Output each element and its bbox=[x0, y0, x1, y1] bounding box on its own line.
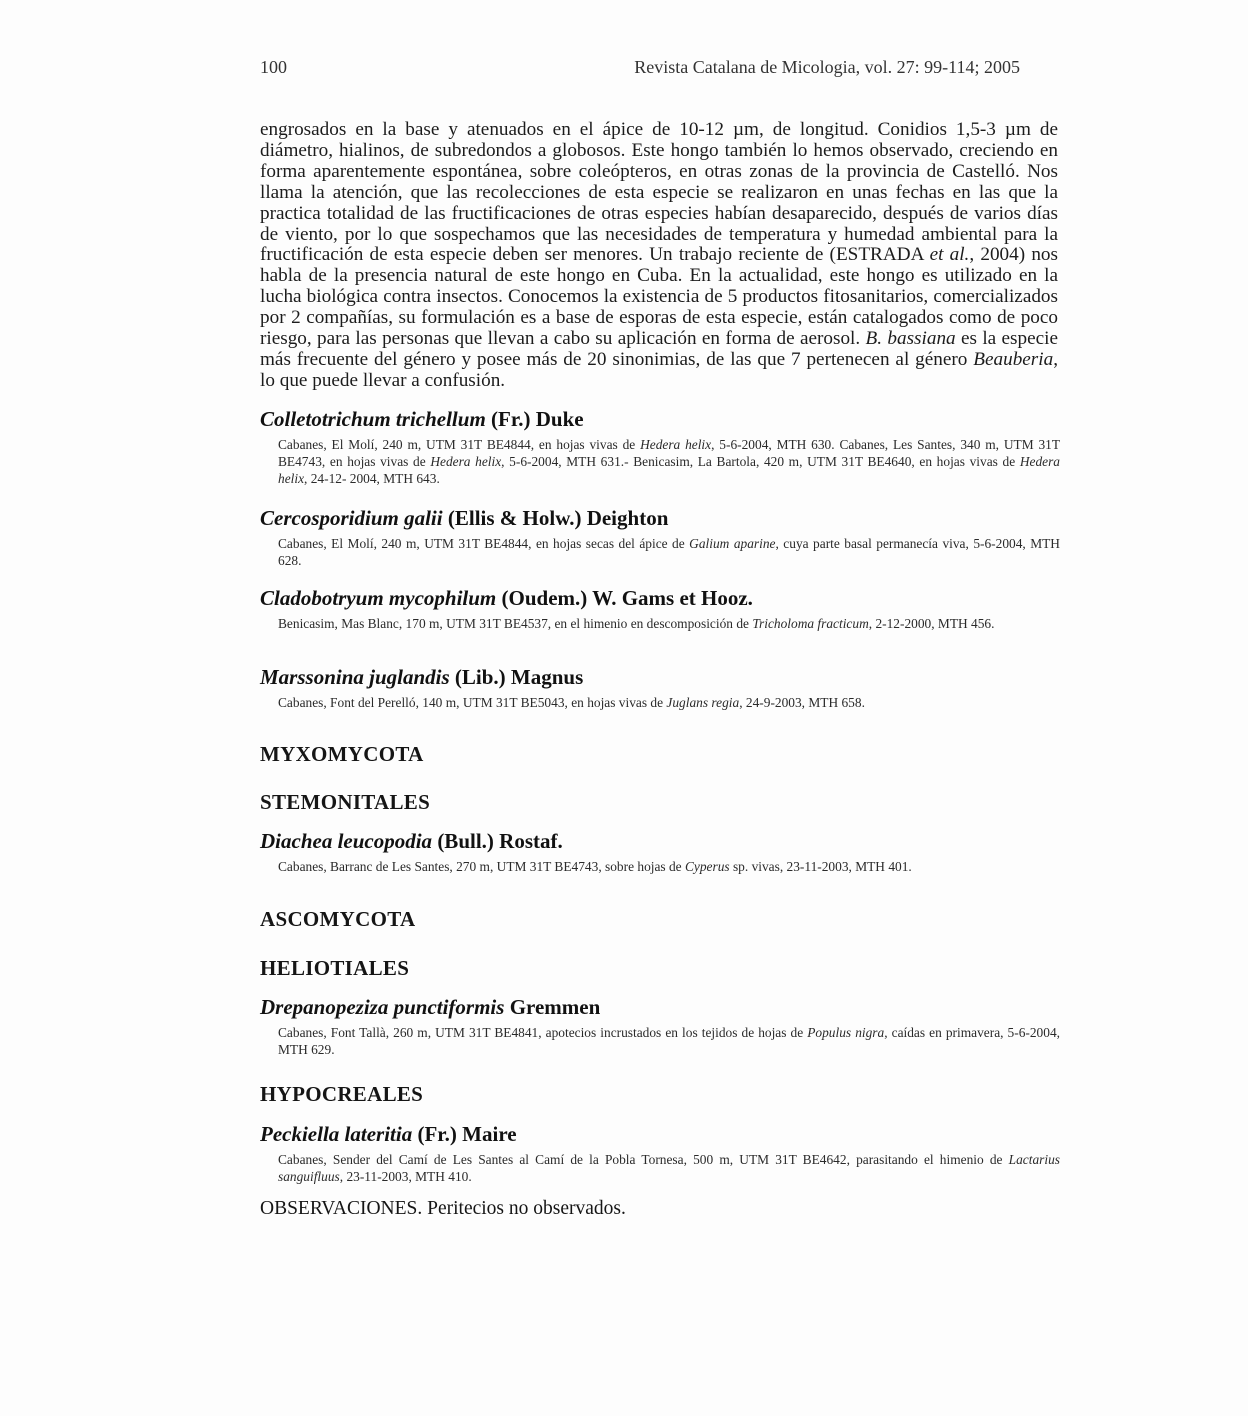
species-authority: (Lib.) Magnus bbox=[449, 665, 584, 689]
intro-text-2: , 2004) nos habla de la presencia natural de este hongo en Cuba. En la actualidad, este hongo es utilizado en la lucha biológica contra insectos. Conocemos la existencia de 5 productos fitosanitarios, comercializados por 2 compañías, su formulación es a base de esporas de esta especie, están catalogados como de poco riesgo, para las personas que llevan a cabo su aplicación en forma de aerosol. bbox=[260, 244, 1058, 350]
section-heading-stemonitales: STEMONITALES bbox=[260, 790, 431, 814]
intro-text-3: es la especie más frecuente del género y posee más de 20 sinonimias, de las que 7 pertenecen al género bbox=[260, 328, 1058, 370]
record-text: , caídas en primavera, 5-6-2004, MTH 629. bbox=[278, 1025, 1060, 1057]
record-text: Cabanes, El Molí, 240 m, UTM 31T BE4844, en hojas secas del ápice de bbox=[278, 536, 690, 551]
species-name: Diachea leucopodia bbox=[260, 829, 433, 853]
species-heading bbox=[260, 585, 1060, 611]
collection-record bbox=[278, 858, 1060, 875]
species-entry-peckiella bbox=[260, 1121, 1060, 1185]
intro-italic-etal: et al. bbox=[929, 244, 970, 266]
species-entry-diachea bbox=[260, 828, 1060, 875]
host-name: Cyperus bbox=[684, 859, 730, 874]
host-name: Populus nigra bbox=[807, 1025, 885, 1040]
record-text: , 5-6-2004, MTH 630. Cabanes, Les Santes, 340 m, UTM 31T BE4743, en hojas vivas de bbox=[278, 437, 1061, 469]
collection-record bbox=[278, 1024, 1060, 1058]
species-heading bbox=[260, 994, 1060, 1020]
record-text: , 5-6-2004, MTH 631.- Benicasim, La Bartola, 420 m, UTM 31T BE4640, en hojas vivas de bbox=[501, 454, 1020, 469]
record-text: Cabanes, El Molí, 240 m, UTM 31T BE4844, en hojas vivas de bbox=[278, 437, 641, 452]
record-text: Cabanes, Sender del Camí de Les Santes al Camí de la Pobla Tornesa, 500 m, UTM 31T BE4642, parasitando el himenio de bbox=[278, 1152, 1009, 1167]
intro-paragraph bbox=[260, 120, 1058, 392]
record-text: , 23-11-2003, MTH 410. bbox=[339, 1169, 472, 1184]
section-heading-heliotiales: HELIOTIALES bbox=[260, 956, 410, 980]
record-text: , 24-12- 2004, MTH 643. bbox=[304, 471, 440, 486]
collection-record bbox=[278, 436, 1060, 487]
species-entry-colletotrichum bbox=[260, 406, 1060, 487]
species-entry-cladobotryum bbox=[260, 585, 1060, 632]
species-name: Peckiella lateritia bbox=[260, 1122, 413, 1146]
record-text: Cabanes, Font del Perelló, 140 m, UTM 31T BE5043, en hojas vivas de bbox=[278, 695, 667, 710]
species-name: Marssonina juglandis bbox=[260, 665, 450, 689]
collection-record bbox=[278, 1151, 1060, 1185]
record-text: , 24-9-2003, MTH 658. bbox=[739, 695, 865, 710]
section-heading-myxomycota: MYXOMYCOTA bbox=[260, 742, 424, 766]
record-text: , 2-12-2000, MTH 456. bbox=[868, 616, 995, 631]
record-text: Cabanes, Barranc de Les Santes, 270 m, UTM 31T BE4743, sobre hojas de bbox=[278, 859, 685, 874]
journal-citation: Revista Catalana de Micologia, vol. 27: 99-114; 2005 bbox=[634, 57, 1020, 77]
species-authority: Gremmen bbox=[504, 995, 601, 1019]
species-authority: (Bull.) Rostaf. bbox=[432, 829, 563, 853]
record-text: sp. vivas, 23-11-2003, MTH 401. bbox=[729, 859, 912, 874]
collection-record bbox=[278, 535, 1060, 569]
species-heading bbox=[260, 406, 1060, 432]
species-name: Colletotrichum trichellum bbox=[260, 407, 486, 431]
host-name: Hedera helix bbox=[430, 454, 502, 469]
species-heading bbox=[260, 505, 1060, 531]
species-entry-drepanopeziza bbox=[260, 994, 1060, 1058]
intro-italic-genus: Beauberia bbox=[973, 348, 1054, 370]
species-authority: (Fr.) Duke bbox=[485, 407, 584, 431]
intro-text-4: , lo que puede llevar a confusión. bbox=[260, 348, 1058, 391]
intro-text-1: engrosados en la base y atenuados en el ápice de 10-12 µm, de longitud. Conidios 1,5-3 µm de diámetro, hialinos, de subredondos a globosos. Este hongo también lo hemos observado, creciendo en forma aparentemente espontánea, sobre coleópteros, en otras zonas de la provincia de Castelló. Nos llama la atención, que las recolecciones de esta especie se realizaron en unas fechas en las que la practica totalidad de las fructificaciones de otras especies habían desaparecido, después de varios días de viento, por lo que sospechamos que las necesidades de temperatura y humedad ambiental para la fructificación de esta especie deben ser menores. Un trabajo reciente de (ESTRADA bbox=[260, 119, 1058, 266]
record-text: , cuya parte basal permanecía viva, 5-6-2004, MTH 628. bbox=[278, 536, 1060, 568]
host-name: Hedera helix bbox=[278, 454, 1060, 486]
record-text: Benicasim, Mas Blanc, 170 m, UTM 31T BE4537, en el himenio en descomposición de bbox=[278, 616, 753, 631]
species-authority: (Fr.) Maire bbox=[412, 1122, 517, 1146]
observations-note: OBSERVACIONES. Peritecios no observados. bbox=[260, 1198, 626, 1219]
host-name: Hedera helix bbox=[640, 437, 712, 452]
species-entry-marssonina bbox=[260, 664, 1060, 711]
record-text: Cabanes, Font Tallà, 260 m, UTM 31T BE4841, apotecios incrustados en los tejidos de hojas de bbox=[278, 1025, 808, 1040]
section-heading-ascomycota: ASCOMYCOTA bbox=[260, 907, 416, 931]
host-name: Tricholoma fracticum bbox=[752, 616, 869, 631]
species-heading bbox=[260, 664, 1060, 690]
page-number: 100 bbox=[260, 57, 287, 77]
species-name: Drepanopeziza punctiformis bbox=[260, 995, 505, 1019]
host-name: Lactarius sanguifluus bbox=[278, 1152, 1060, 1184]
collection-record bbox=[278, 615, 1060, 632]
species-heading bbox=[260, 1121, 1060, 1147]
species-authority: (Ellis & Holw.) Deighton bbox=[442, 506, 669, 530]
species-name: Cercosporidium galii bbox=[260, 506, 443, 530]
species-authority: (Oudem.) W. Gams et Hooz. bbox=[496, 586, 753, 610]
host-name: Galium aparine bbox=[689, 536, 776, 551]
intro-italic-species: B. bassiana bbox=[865, 328, 956, 350]
species-name: Cladobotryum mycophilum bbox=[260, 586, 497, 610]
species-entry-cercosporidium bbox=[260, 505, 1060, 569]
section-heading-hypocreales: HYPOCREALES bbox=[260, 1082, 424, 1106]
collection-record bbox=[278, 694, 1060, 711]
running-head bbox=[260, 57, 1020, 81]
species-heading bbox=[260, 828, 1060, 854]
host-name: Juglans regia bbox=[666, 695, 740, 710]
